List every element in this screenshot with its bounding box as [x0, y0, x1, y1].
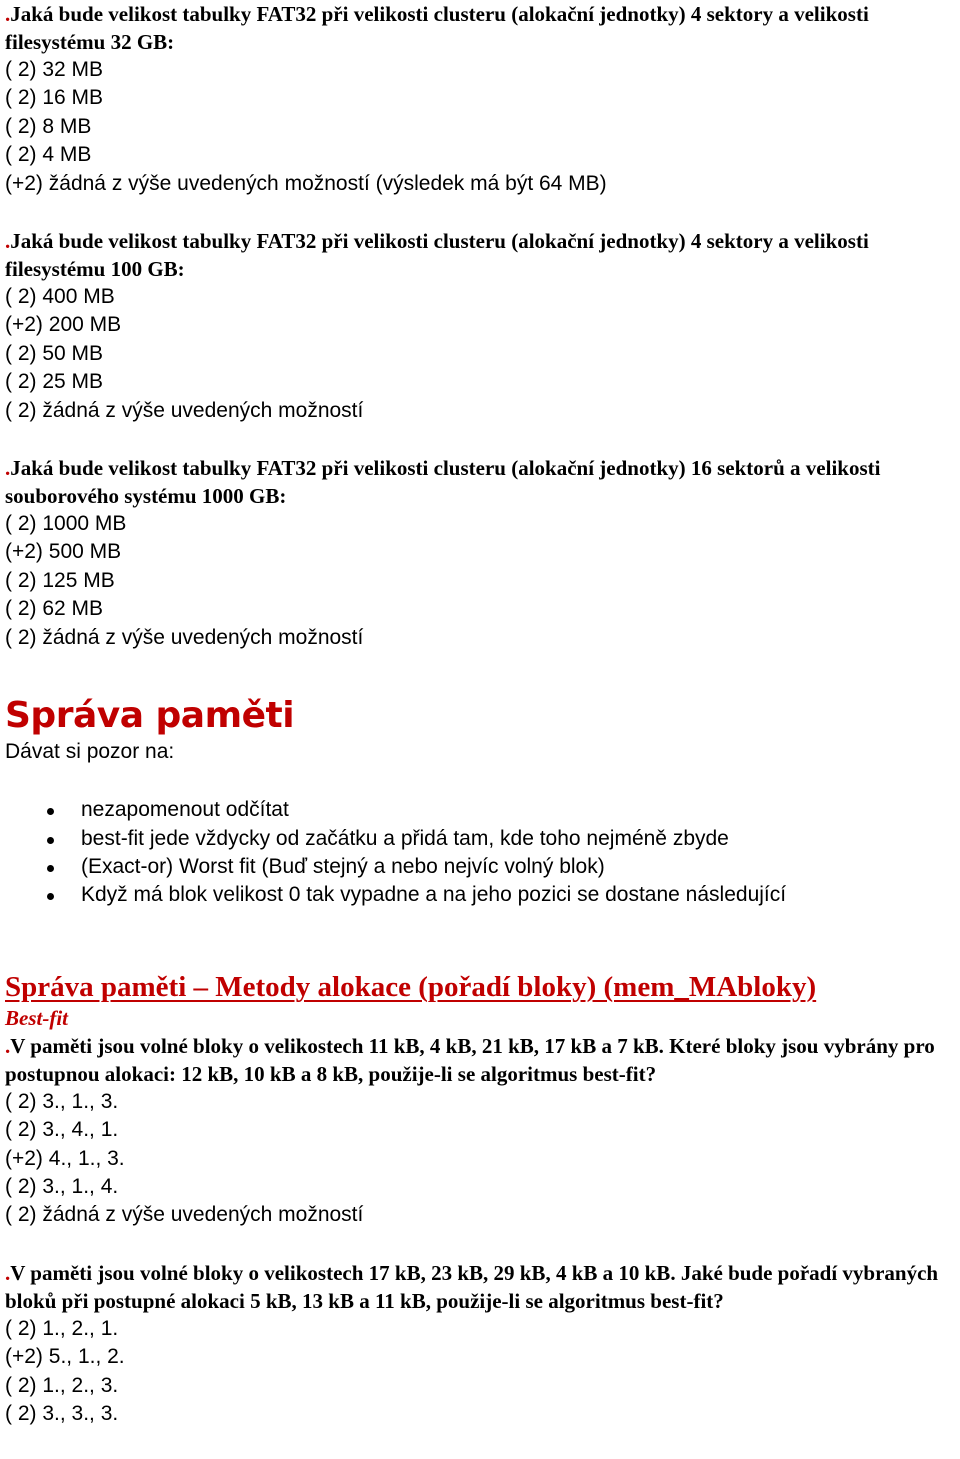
subheading-best-fit: Best-fit: [5, 1005, 68, 1030]
answer-option: (+2) žádná z výše uvedených možností (výsledek má být 64 MB): [5, 171, 607, 195]
answer-option: ( 2) 25 MB: [5, 370, 104, 394]
fat-question-block: [5, 227, 955, 425]
answer-option: (+2) 4., 1., 3.: [5, 1146, 125, 1170]
answer-option: ( 2) 50 MB: [5, 341, 104, 365]
document-page: [5, 0, 955, 1428]
tips-list: [5, 796, 955, 910]
question-text: .V paměti jsou volné bloky o velikostech 11 kB, 4 kB, 21 kB, 17 kB a 7 kB. Které bloky jsou vybrány pro postupnou alokaci: 12 kB, 10 kB a 8 kB, použije-li se algoritmus best-fit?: [5, 1033, 935, 1086]
question-text: .Jaká bude velikost tabulky FAT32 při velikosti clusteru (alokační jednotky) 16 sektorů a velikosti souborového systému 1000 GB:: [5, 456, 881, 509]
intro-text: Dávat si pozor na:: [5, 740, 175, 764]
answer-option: ( 2) 1., 2., 3.: [5, 1373, 119, 1397]
answer-option: ( 2) 1000 MB: [5, 512, 127, 536]
list-item: best-fit jede vždycky od začátku a přidá tam, kde toho nejméně zbyde: [5, 825, 955, 853]
answer-option: ( 2) 3., 1., 3.: [5, 1089, 119, 1113]
question-text: .Jaká bude velikost tabulky FAT32 při velikosti clusteru (alokační jednotky) 4 sektory a velikosti filesystému 100 GB:: [5, 229, 869, 282]
bullet-icon: [47, 808, 54, 815]
bullet-icon: [47, 837, 54, 844]
bestfit-question-block: [5, 1259, 955, 1429]
bullet-icon: [47, 893, 54, 900]
answer-option: ( 2) 8 MB: [5, 114, 92, 138]
answer-option: ( 2) 62 MB: [5, 597, 104, 621]
bestfit-question-block: [5, 1032, 955, 1230]
answer-option: ( 2) 32 MB: [5, 58, 104, 81]
list-item: Když má blok velikost 0 tak vypadne a na jeho pozici se dostane následující: [5, 881, 955, 909]
answer-option: ( 2) 1., 2., 1.: [5, 1316, 119, 1340]
answer-option: ( 2) 4 MB: [5, 143, 92, 167]
section-heading: Správa paměti: [5, 695, 295, 737]
answer-option: ( 2) 3., 1., 4.: [5, 1174, 119, 1198]
answer-option: ( 2) 3., 4., 1.: [5, 1118, 119, 1142]
question-text: .V paměti jsou volné bloky o velikostech 17 kB, 23 kB, 29 kB, 4 kB a 10 kB. Jaké bude pořadí vybraných bloků při postupné alokaci 5 kB, 13 kB a 11 kB, použije-li se algoritmus best-fit?: [5, 1260, 939, 1313]
answer-option: ( 2) žádná z výše uvedených možností: [5, 398, 364, 422]
answer-option: ( 2) 16 MB: [5, 86, 104, 110]
answer-option: ( 2) žádná z výše uvedených možností: [5, 1203, 364, 1227]
answer-option: ( 2) 3., 3., 3.: [5, 1401, 119, 1425]
list-item: (Exact-or) Worst fit (Buď stejný a nebo nejvíc volný blok): [5, 853, 955, 881]
answer-option: ( 2) 125 MB: [5, 568, 115, 592]
answer-option: (+2) 200 MB: [5, 313, 122, 337]
bullet-icon: [47, 865, 54, 872]
section-heading-alloc: Správa paměti – Metody alokace (pořadí bloky) (mem_MAbloky): [5, 970, 817, 1003]
list-item: nezapomenout odčítat: [5, 796, 955, 824]
answer-option: (+2) 500 MB: [5, 540, 122, 564]
fat-question-block: [5, 0, 955, 198]
answer-option: (+2) 5., 1., 2.: [5, 1345, 125, 1369]
fat-question-block: [5, 454, 955, 652]
question-text: .Jaká bude velikost tabulky FAT32 při velikosti clusteru (alokační jednotky) 4 sektory a velikosti filesystému 32 GB:: [5, 2, 869, 54]
answer-option: ( 2) 400 MB: [5, 285, 115, 309]
answer-option: ( 2) žádná z výše uvedených možností: [5, 625, 364, 649]
